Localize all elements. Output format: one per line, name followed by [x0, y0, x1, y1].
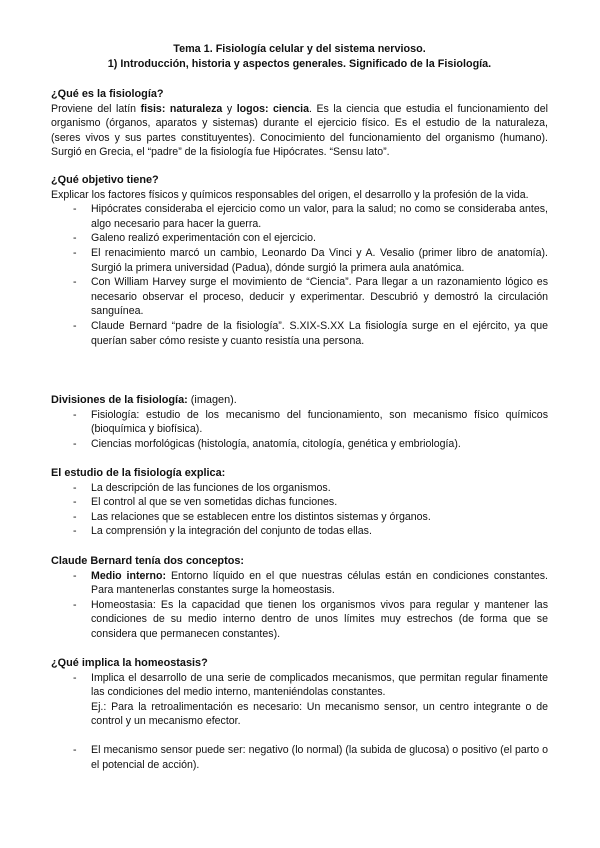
section-estudio	[51, 466, 548, 539]
document-title	[51, 42, 548, 71]
list-item-text: Hipócrates consideraba el ejercicio como un valor, para la salud; no como se consideraba antes, algo necesario para hacer la guerra.	[91, 203, 548, 230]
title-line-2: 1) Introducción, historia y aspectos generales. Significado de la Fisiología.	[107, 57, 492, 70]
list-item	[51, 275, 548, 319]
list-item-text: Entorno líquido en el que nuestras células están en condiciones constantes. Para mantenerlas constantes surge la homeostasis.	[91, 569, 548, 597]
section-homeostasis	[51, 656, 548, 772]
section-heading: Claude Bernard tenía dos conceptos:	[51, 555, 245, 567]
document-page	[51, 0, 548, 771]
dash-marker: -	[73, 598, 77, 611]
list-item	[51, 671, 548, 729]
list-item	[51, 408, 548, 437]
list-item	[51, 569, 548, 598]
heading-suffix: (imagen).	[187, 394, 237, 406]
list-item	[51, 743, 548, 772]
list-item-text: El mecanismo sensor puede ser: negativo (lo normal) (la subida de glucosa) o positivo (el parto o el potencial de acción).	[91, 743, 548, 771]
example-text: Ej.: Para la retroalimentación es necesario: Un mecanismo sensor, un centro integrante o de control y un mecanismo efector.	[91, 700, 548, 728]
section-claude-bernard	[51, 554, 548, 642]
list-item-text: Con William Harvey surge el movimiento de “Ciencia”. Para llegar a un razonamiento lógico es necesario observar el proceso, deducir y experimentar. Descubrió y demostró la circulación sanguínea.	[91, 276, 548, 318]
text-run: Proviene del latín	[51, 102, 141, 115]
dash-marker: -	[73, 437, 77, 450]
list-item-text: Ciencias morfológicas (histología, anatomía, citología, genética y embriología).	[91, 437, 461, 450]
bold-term: fisis: naturaleza	[140, 102, 223, 115]
section-paragraph	[51, 102, 548, 160]
text-run: y	[222, 102, 237, 115]
dash-marker: -	[73, 743, 77, 756]
list-item-text: Galeno realizó experimentación con el ejercicio.	[91, 232, 316, 245]
dash-marker: -	[73, 481, 77, 494]
list-item-text: Las relaciones que se establecen entre los distintos sistemas y órganos.	[91, 510, 431, 523]
list-item-text: Implica el desarrollo de una serie de complicados mecanismos, que permitan regular finamente las condiciones del medio interno, manteniéndolas constantes.	[91, 671, 548, 699]
list-item-text: Claude Bernard “padre de la fisiología”. S.XIX-S.XX La fisiología surge en el ejército, ya que querían saber cómo resiste y cuanto resistía una persona.	[91, 319, 548, 347]
dash-marker: -	[73, 525, 77, 538]
dash-marker: -	[73, 569, 77, 582]
dash-marker: -	[73, 203, 77, 216]
section-divisiones	[51, 393, 548, 451]
section-objetivo	[51, 173, 548, 348]
list-item	[51, 202, 548, 231]
bullet-list	[51, 569, 548, 642]
text-run: . Es la ciencia que estudia el funcionamiento del organismo (órganos, aparatos y sistemas) durante el ejercicio físico. Es el estudio de la naturaleza, (seres vivos y sus partes constituyentes). Conocimiento del funcionamiento del organismo (humano). Surgió en Grecia, el “padre” de la fisiología fue Hipócrates. “Sensu lato”.	[51, 102, 548, 159]
dash-marker: -	[73, 496, 77, 509]
dash-marker: -	[73, 319, 77, 332]
list-item-text: El renacimiento marcó un cambio, Leonardo Da Vinci y A. Vesalio (primer libro de anatomía). Surgió la primera universidad (Padua), dónde surgió la primera aula anatómica.	[91, 246, 548, 274]
list-item	[51, 481, 548, 496]
list-item	[51, 437, 548, 452]
section-heading: El estudio de la fisiología explica:	[51, 467, 226, 479]
list-item-text: La descripción de las funciones de los organismos.	[91, 481, 331, 494]
section-heading: ¿Qué implica la homeostasis?	[51, 657, 208, 669]
dash-marker: -	[73, 246, 77, 259]
dash-marker: -	[73, 276, 77, 289]
list-item	[51, 495, 548, 510]
list-item	[51, 510, 548, 525]
list-item-text: La comprensión y la integración del conjunto de todas ellas.	[91, 525, 372, 538]
title-line-1: Tema 1. Fisiología celular y del sistema nervioso.	[173, 43, 426, 55]
list-item	[51, 246, 548, 275]
section-heading	[51, 393, 548, 408]
bullet-list	[51, 481, 548, 539]
bullet-list	[51, 408, 548, 452]
dash-marker: -	[73, 510, 77, 523]
list-item	[51, 319, 548, 348]
bullet-list	[51, 671, 548, 773]
section-heading: ¿Qué es la fisiología?	[51, 88, 164, 100]
dash-marker: -	[73, 232, 77, 245]
list-item-text: El control al que se ven sometidas dichas funciones.	[91, 496, 338, 509]
section-heading: ¿Qué objetivo tiene?	[51, 174, 159, 186]
list-item-text: Fisiología: estudio de los mecanismo del funcionamiento, son mecanismo físico químicos (bioquímica y biofísica).	[91, 408, 548, 436]
bold-term: Medio interno:	[91, 569, 166, 582]
dash-marker: -	[73, 408, 77, 421]
heading-text: Divisiones de la fisiología:	[51, 394, 188, 406]
section-que-es	[51, 87, 548, 160]
bold-term: logos: ciencia	[236, 102, 309, 115]
list-item	[51, 231, 548, 246]
list-item	[51, 524, 548, 539]
dash-marker: -	[73, 671, 77, 684]
list-item	[51, 598, 548, 642]
bullet-list	[51, 202, 548, 348]
list-item-text: Homeostasia: Es la capacidad que tienen los organismos vivos para regular y mantener las condiciones de su medio interno dentro de unos límites muy estrechos (de forma que se considera que permanecen constantes).	[91, 598, 548, 640]
section-intro: Explicar los factores físicos y químicos responsables del origen, el desarrollo y la profesión de la vida.	[51, 188, 529, 201]
